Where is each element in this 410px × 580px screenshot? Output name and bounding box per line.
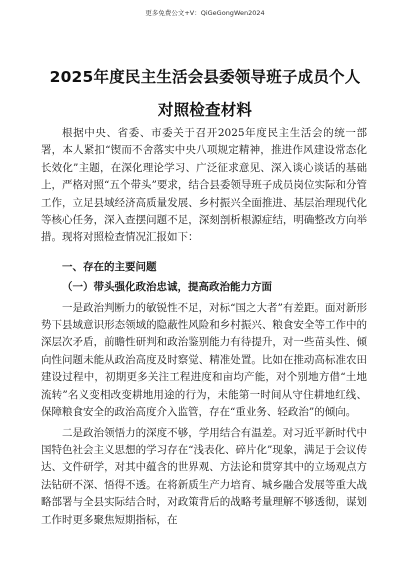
body-paragraph-2: 二是政治领悟力的深度不够，学用结合有温差。对习近平新时代中国特色社会主义思想的学习存在“浅表化、碎片化”现象，满足于会议传达、文件研学，对其中蕴含的世界观、方法论和贯穿其中的立场观点方法钻研不深、悟得不透。在将新质生产力培育、城乡融合发展等重大战略部署与全县实际结合时，对政策背后的战略考量理解不够透彻，谋划工作时更多聚焦短期指标，在: [41, 426, 367, 526]
document-body: [41, 125, 367, 529]
body-paragraph-1: 一是政治判断力的敏锐性不足，对标“国之大者”有差距。面对新形势下县域意识形态领域的隐蔽性风险和乡村振兴、粮食安全等工作中的深层次矛盾，前瞻性研判和政治鉴别能力有待提升，对一些苗头性、倾向性问题未能从政治高度及时察觉、精准处置。比如在推动高标准农田建设过程中，初期更多关注工程进度和亩均产能，对个别地方借“土地流转”名义变相改变耕地用途的行为，未能第一时间从守住耕地红线、保障粮食安全的政治高度介入监管，存在“重业务、轻政治”的倾向。: [41, 301, 367, 419]
subsection-heading: （一）带头强化政治忠诚，提高政治能力方面: [62, 281, 272, 294]
document-title-line-1: 2025年度民主生活会县委领导班子成员个人: [49, 68, 361, 86]
document-title-line-2: 对照检查材料: [157, 101, 253, 119]
header-note: 更多免费公文+V：QiGeGongWen2024: [145, 9, 265, 17]
section-heading: 一、存在的主要问题: [62, 260, 157, 273]
intro-paragraph: 根据中央、省委、市委关于召开2025年度民主生活会的统一部署，本人紧扣“锲而不舍落实中央八项规定精神，推进作风建设常态化长效化”主题，在深化理论学习、广泛征求意见、深入谈心谈话的基础上，严格对照“五个带头”要求，结合县委领导班子成员岗位实际和分管工作，立足县域经济高质量发展、乡村振兴全面推进、基层治理现代化等核心任务，深入查摆问题不足，深刻剖析根源症结，明确整改方向举措。现将对照检查情况汇报如下：: [41, 127, 367, 244]
